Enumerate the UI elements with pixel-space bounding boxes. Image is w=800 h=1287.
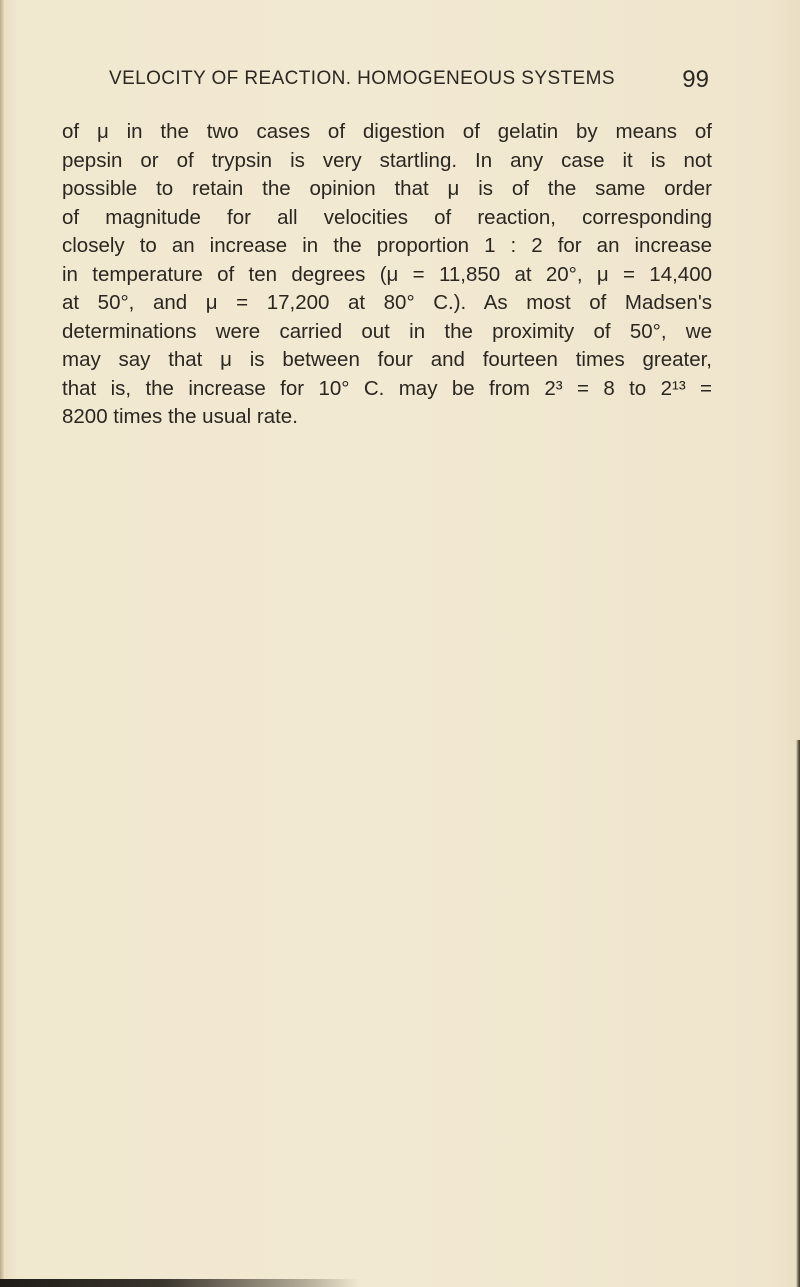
text-line: of μ in the two cases of digestion of gelatin by means of <box>62 120 712 143</box>
page-number: 99 <box>682 66 709 93</box>
text-line: that is, the increase for 10° C. may be from 2³ = 8 to 2¹³ = <box>62 376 712 400</box>
text-line: in temperature of ten degrees (μ = 11,850 at 20°, μ = 14,400 <box>62 262 712 286</box>
text-line: determinations were carried out in the proximity of 50°, we <box>62 319 712 343</box>
text-line: may say that μ is between four and fourteen times greater, <box>62 348 712 371</box>
text-line: at 50°, and μ = 17,200 at 80° C.). As most of Madsen's <box>62 291 712 314</box>
page-bottom-shadow <box>0 1279 360 1287</box>
running-head-title: VELOCITY OF REACTION. HOMOGENEOUS SYSTEMS <box>109 68 615 89</box>
text-line: of magnitude for all velocities of reaction, corresponding <box>62 205 712 229</box>
text-line: possible to retain the opinion that μ is of the same order <box>62 177 712 200</box>
page-fore-edge <box>796 740 800 1287</box>
body-paragraph <box>62 118 712 432</box>
text-line: 8200 times the usual rate. <box>62 405 298 428</box>
text-line: pepsin or of trypsin is very startling. In any case it is not <box>62 148 712 172</box>
running-head <box>109 64 709 104</box>
page-binding-edge <box>0 0 4 1287</box>
text-line: closely to an increase in the proportion 1 : 2 for an increase <box>62 234 712 257</box>
